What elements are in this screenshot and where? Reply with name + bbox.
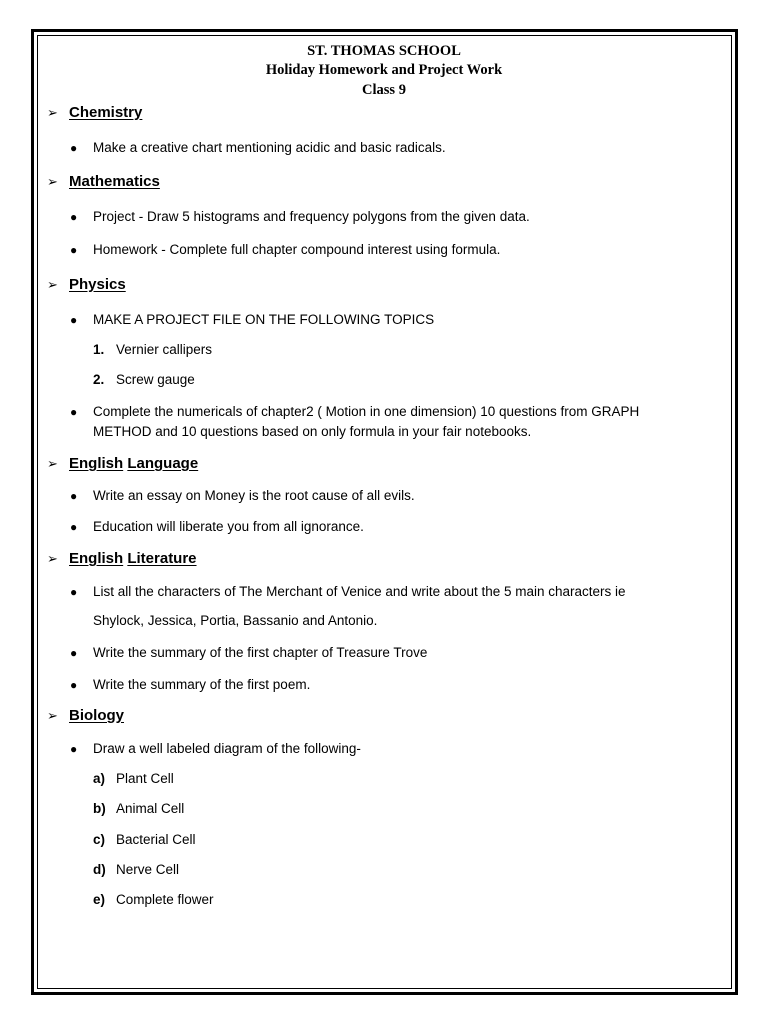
section-english-language (47, 455, 198, 473)
arrow-bullet-icon: ➢ (47, 277, 58, 292)
section-title-part: English (69, 550, 124, 567)
section-title-part: Language (127, 455, 199, 472)
arrow-bullet-icon: ➢ (47, 456, 58, 471)
arrow-bullet-icon: ➢ (47, 174, 58, 189)
section-mathematics (47, 173, 160, 191)
sub-item: e) Complete flower (93, 892, 214, 907)
section-title: Mathematics (69, 173, 160, 190)
bullet-icon: ● (70, 646, 78, 660)
sub-item: 1. Vernier callipers (93, 342, 213, 357)
section-title-part: English (69, 455, 124, 472)
section-title: Chemistry (69, 104, 143, 121)
section-physics (47, 276, 126, 294)
class-label: Class 9 (362, 82, 406, 98)
school-name: ST. THOMAS SCHOOL (307, 43, 461, 59)
bullet-icon: ● (70, 141, 78, 155)
sub-item: 2. Screw gauge (93, 372, 195, 387)
bullet-icon: ● (70, 405, 78, 419)
section-title: Physics (69, 276, 126, 293)
section-english-literature (47, 550, 197, 568)
section-title: Biology (69, 707, 124, 724)
bullet-icon: ● (70, 585, 78, 599)
bullet-icon: ● (70, 678, 78, 692)
document-title: Holiday Homework and Project Work (265, 62, 503, 78)
bullet-icon: ● (70, 489, 78, 503)
bullet-icon: ● (70, 742, 78, 756)
bullet-icon: ● (70, 520, 78, 534)
bullet-icon: ● (70, 243, 78, 257)
bullet-icon: ● (70, 210, 78, 224)
sub-item: a) Plant Cell (93, 771, 174, 786)
section-biology (47, 707, 124, 725)
section-title-part: Literature (127, 550, 197, 567)
arrow-bullet-icon: ➢ (47, 708, 58, 723)
sub-item: c) Bacterial Cell (93, 832, 196, 847)
arrow-bullet-icon: ➢ (47, 105, 58, 120)
section-chemistry (47, 104, 142, 122)
arrow-bullet-icon: ➢ (47, 551, 58, 566)
bullet-icon: ● (70, 313, 78, 327)
sub-item: d) Nerve Cell (93, 862, 180, 877)
sub-item: b) Animal Cell (93, 801, 185, 816)
